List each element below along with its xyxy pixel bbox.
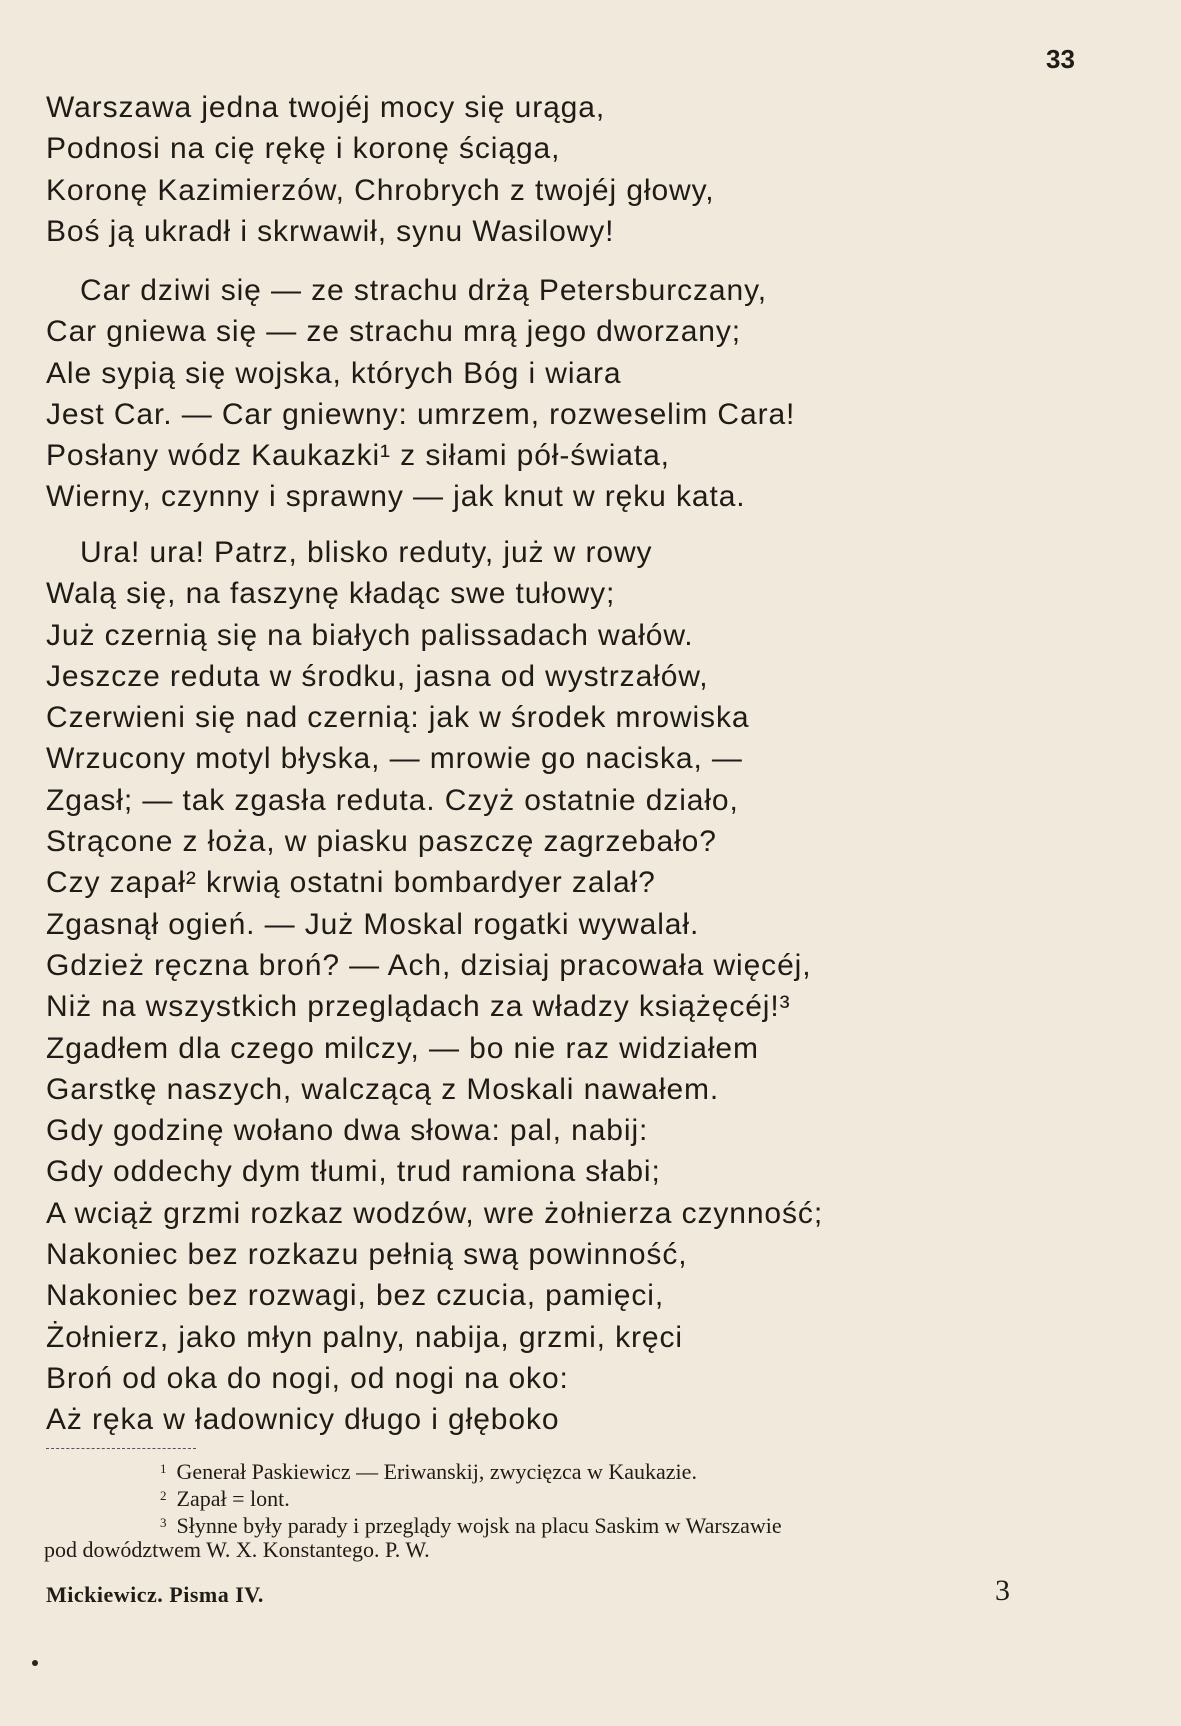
poem-line: Zgadłem dla czego milczy, — bo nie raz widziałem xyxy=(46,1031,759,1065)
poem-line: Car gniewa się — ze strachu mrą jego dworzany; xyxy=(46,315,742,349)
stanza xyxy=(46,87,1146,252)
footer-signature: Mickiewicz. Pisma IV. xyxy=(46,1582,264,1607)
footnote-text: Generał Paskiewicz — Eriwanskij, zwycięzca w Kaukazie. xyxy=(176,1459,697,1484)
footnote-text: Słynne były parady i przeglądy wojsk na placu Saskim w Warszawie xyxy=(176,1513,782,1538)
poem-line: Warszawa jedna twojéj mocy się urąga, xyxy=(46,91,606,124)
poem-line: Jest Car. — Car gniewny: umrzem, rozweselim Cara! xyxy=(46,397,796,431)
poem-line: Zgasł; — tak zgasła reduta. Czyż ostatnie działo, xyxy=(46,783,739,817)
poem-line: Garstkę naszych, walczącą z Moskali nawałem. xyxy=(46,1072,720,1106)
footer-sheet-number: 3 xyxy=(995,1574,1010,1607)
poem-line: Niż na wszystkich przeglądach za władzy książęcéj!³ xyxy=(46,990,791,1024)
footnote-mark: 1 xyxy=(160,1461,167,1476)
poem-line: Wrzucony motyl błyska, — mrowie go naciska, — xyxy=(46,742,743,776)
poem-line: Ura! ura! Patrz, blisko reduty, już w rowy xyxy=(80,536,653,569)
footnotes xyxy=(44,1455,1144,1563)
footnote xyxy=(44,1536,1144,1563)
poem-line: Posłany wódz Kaukazki¹ z siłami pół-świata, xyxy=(46,439,670,473)
poem-line: Strącone z łoża, w piasku paszczę zagrzebało? xyxy=(46,825,717,859)
poem-line: Nakoniec bez rozkazu pełnią swą powinność, xyxy=(46,1238,688,1272)
stanza xyxy=(46,532,1146,1441)
poem-line: Już czernią się na białych palissadach wałów. xyxy=(46,618,694,652)
poem-line: Gdzież ręczna broń? — Ach, dzisiaj pracowała więcéj, xyxy=(46,948,812,982)
stanza xyxy=(46,270,1146,518)
poem-line: Broń od oka do nogi, od nogi na oko: xyxy=(46,1361,569,1395)
footnote-separator xyxy=(46,1448,196,1450)
poem-line: Czerwieni się nad czernią: jak w środek mrowiska xyxy=(46,701,750,735)
ink-speck xyxy=(32,1660,38,1666)
poem-line: Zgasnął ogień. — Już Moskal rogatki wywalał. xyxy=(46,907,700,941)
poem-line: Car dziwi się — ze strachu drżą Petersburczany, xyxy=(80,274,767,307)
poem-line: Boś ją ukradł i skrwawił, synu Wasilowy! xyxy=(46,214,615,248)
poem-line: Wierny, czynny i sprawny — jak knut w ręku kata. xyxy=(46,480,746,514)
poem-line: Czy zapał² krwią ostatni bombardyer zalał? xyxy=(46,866,656,900)
footnote-text: pod dowództwem W. X. Konstantego. P. W. xyxy=(44,1537,430,1562)
page-number: 33 xyxy=(1046,44,1075,74)
footnote xyxy=(44,1455,1144,1482)
footnote-text: Zapał = lont. xyxy=(176,1486,290,1511)
poem-line: A wciąż grzmi rozkaz wodzów, wre żołnierza czynność; xyxy=(46,1196,824,1230)
poem-line: Walą się, na faszynę kładąc swe tułowy; xyxy=(46,577,616,611)
poem-line: Koronę Kazimierzów, Chrobrych z twojéj głowy, xyxy=(46,173,715,207)
poem-line: Ale sypią się wojska, których Bóg i wiara xyxy=(46,356,622,390)
footnote-mark: 3 xyxy=(160,1515,167,1530)
poem-line: Podnosi na cię rękę i koronę ściąga, xyxy=(46,132,561,166)
poem-line: Nakoniec bez rozwagi, bez czucia, pamięci, xyxy=(46,1279,665,1313)
poem-line: Jeszcze reduta w środku, jasna od wystrzałów, xyxy=(46,659,709,693)
poem-line: Żołnierz, jako młyn palny, nabija, grzmi, kręci xyxy=(46,1320,683,1354)
footnote-mark: 2 xyxy=(160,1488,167,1503)
footnote xyxy=(44,1509,1144,1536)
poem-line: Gdy godzinę wołano dwa słowa: pal, nabij: xyxy=(46,1114,649,1148)
poem-line: Aż ręka w ładownicy długo i głęboko xyxy=(46,1403,560,1437)
poem-line: Gdy oddechy dym tłumi, trud ramiona słabi; xyxy=(46,1155,661,1189)
footnote xyxy=(44,1482,1144,1509)
